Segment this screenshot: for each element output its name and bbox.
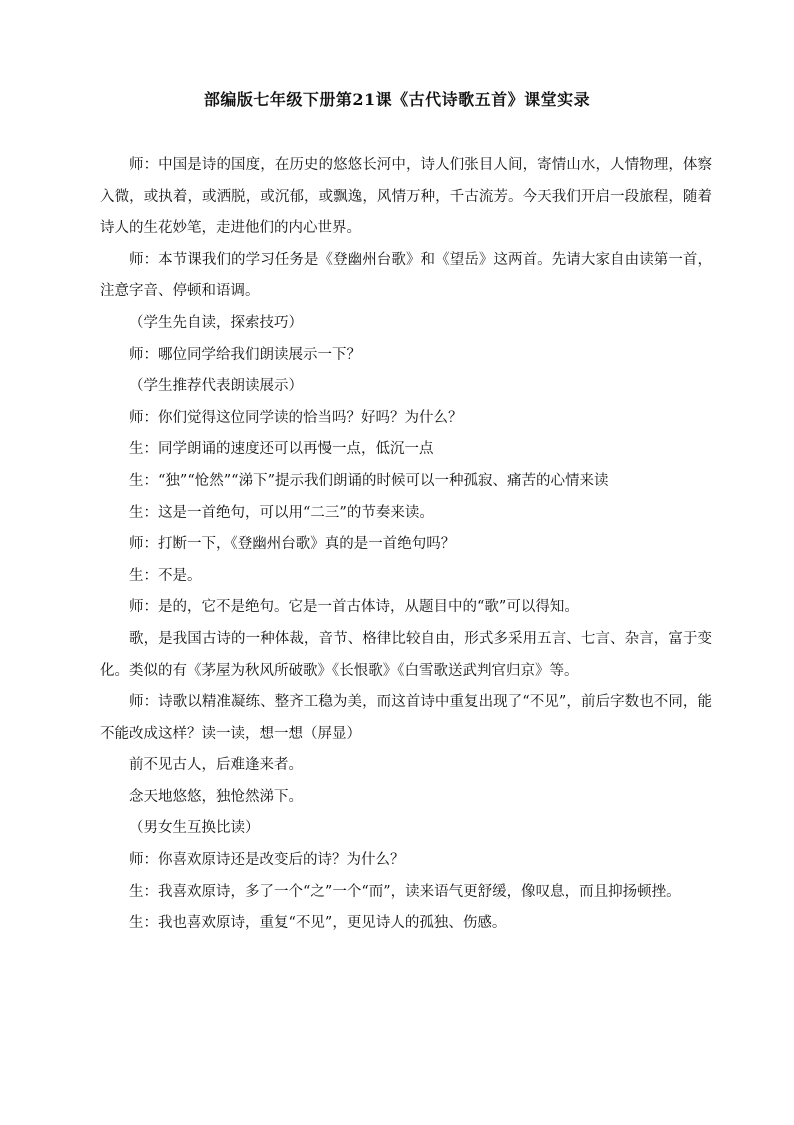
paragraph-self-read: （学生先自读，探索技巧） <box>129 314 303 331</box>
paragraph-intro: 师：中国是诗的国度，在历史的悠悠长河中，诗人们张目人间，寄情山水，人情物理，体察入微，或执着，或洒脱，或沉郁，或飘逸，风情万种，千古流芳。今天我们开启一段旅程，随着诗人的生花妙笔，走进他们的内心世界。 <box>100 157 712 237</box>
paragraph-teacher-prefer: 师：你喜欢原诗还是改变后的诗？为什么？ <box>129 852 405 869</box>
paragraph-teacher-rewrite: 师：诗歌以精准凝练、整齐工稳为美，而这首诗中重复出现了“不见”，前后字数也不同，能不能改成这样？读一读，想一想（屏显） <box>100 694 712 742</box>
paragraph-student-mood: 生：“独”“怆然”“涕下”提示我们朗诵的时候可以一种孤寂、痛苦的心情来读 <box>129 472 609 489</box>
paragraph-task: 师：本节课我们的学习任务是《登幽州台歌》和《望岳》这两首。先请大家自由读第一首，注意字音、停顿和语调。 <box>100 251 712 300</box>
paragraph-student-jueju: 生：这是一首绝句，可以用“二三”的节奏来读。 <box>129 504 434 521</box>
paragraph-teacher-interrupt: 师：打断一下，《登幽州台歌》真的是一首绝句吗？ <box>129 536 456 553</box>
paragraph-poem-line-1: 前不见古人，后难逢来者。 <box>129 757 303 774</box>
paragraph-student-prefer-2: 生：我也喜欢原诗，重复“不见”，更见诗人的孤独、伤感。 <box>129 915 507 932</box>
document-body <box>100 150 712 940</box>
paragraph-who-reads: 师：哪位同学给我们朗读展示一下？ <box>129 346 361 363</box>
paragraph-student-speed: 生：同学朗诵的速度还可以再慢一点，低沉一点 <box>129 441 434 458</box>
paragraph-student-no: 生：不是。 <box>129 567 202 584</box>
paragraph-representative: （学生推荐代表朗读展示） <box>129 378 303 395</box>
paragraph-evaluate: 师：你们觉得这位同学读的恰当吗？好吗？为什么？ <box>129 409 463 426</box>
paragraph-poem-line-2: 念天地悠悠，独怆然涕下。 <box>129 788 303 805</box>
paragraph-compare-read: （男女生互换比读） <box>129 820 260 837</box>
paragraph-student-prefer-1: 生：我喜欢原诗，多了一个“之”一个“而”，读来语气更舒缓，像叹息，而且抑扬顿挫。 <box>129 883 681 900</box>
paragraph-teacher-gutishi: 师：是的，它不是绝句。它是一首古体诗，从题目中的“歌”可以得知。 <box>129 599 579 616</box>
paragraph-ge-definition: 歌，是我国古诗的一种体裁，音节、格律比较自由，形式多采用五言、七言、杂言，富于变化。类似的有《茅屋为秋风所破歌》《长恨歌》《白雪歌送武判官归京》等。 <box>100 630 712 679</box>
document-title: 部编版七年级下册第21课《古代诗歌五首》课堂实录 <box>203 90 591 109</box>
